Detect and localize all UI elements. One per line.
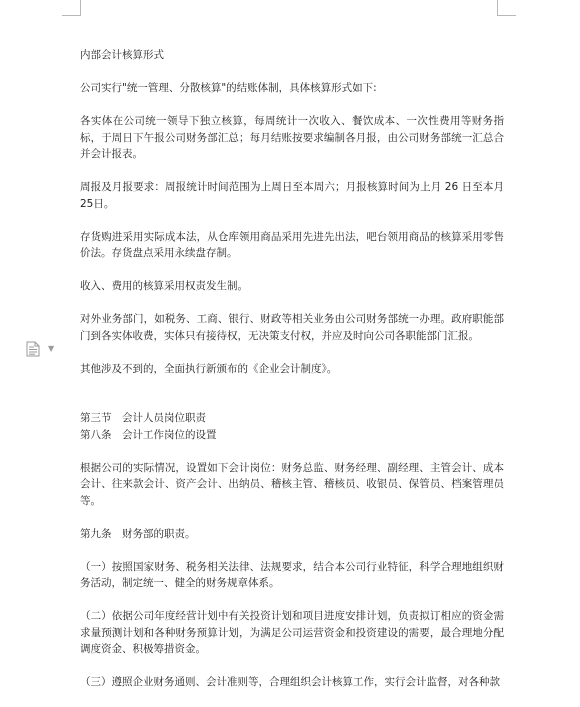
paragraph: 收入、费用的核算采用权责发生制。 <box>80 280 248 292</box>
paragraph: 周报及月报要求：周报统计时间范围为上周日至本周六；月报核算时间为上月 26 日至本月 25日。 <box>80 181 504 210</box>
section-spacer <box>80 394 504 411</box>
paragraph: （二）依据公司年度经营计划中有关投资计划和项目进度安排计划，负责拟订相应的资金需求量预测计划和各种财务预算计划，为满足公司运营资金和投资建设的需要，最合理地分配调度资金、积极筹措资金。 <box>80 610 504 655</box>
paragraph: （一）按照国家财务、税务相关法律、法规要求，结合本公司行业特征，科学合理地组织财务活动，制定统一、健全的财务规章体系。 <box>80 560 504 589</box>
document-lines-icon[interactable] <box>26 341 40 357</box>
article-heading: 第九条 财务部的职责。 <box>80 527 196 540</box>
paragraph: 对外业务部门，如税务、工商、银行、财政等相关业务由公司财务部统一办理。政府职能部门到各实体收费，实体只有接待权，无决策支付权，并应及时向公司各职能部门汇报。 <box>80 313 504 342</box>
paragraph: （三）遵照企业财务通则、会计准则等，合理组织会计核算工作，实行会计监督，对各种款 <box>80 676 500 688</box>
crop-mark-left <box>62 0 81 16</box>
paragraph: 其他涉及不到的，全面执行新颁布的《企业会计制度》。 <box>80 362 338 375</box>
document-body <box>80 47 504 707</box>
chevron-down-icon[interactable]: ▼ <box>48 344 55 353</box>
article-heading: 第八条 会计工作岗位的设置 <box>80 428 217 441</box>
heading-internal-accounting: 内部会计核算形式 <box>80 49 164 61</box>
section-title: 第三节 会计人员岗位职责 <box>80 412 206 424</box>
paragraph: 存货购进采用实际成本法，从仓库领用商品采用先进先出法，吧台领用商品的核算采用零售价法。存货盘点采用永续盘存制。 <box>80 230 504 259</box>
paragraph: 根据公司的实际情况，设置如下会计岗位：财务总监、财务经理、副经理、主管会计、成本会计、往来款会计、资产会计、出纳员、稽核主管、稽核员、收银员、保管员、档案管理员等。 <box>80 461 504 507</box>
crop-mark-right <box>497 0 516 16</box>
paragraph: 公司实行"统一管理、分散核算"的结账体制，具体核算形式如下: <box>80 82 377 94</box>
paragraph: 各实体在公司统一领导下独立核算，每周统计一次收入、餐饮成本、一次性费用等财务指标，于周日下午报公司财务部汇总；每月结账按要求编制各月报，由公司财务部统一汇总合并会计报表。 <box>80 115 504 160</box>
